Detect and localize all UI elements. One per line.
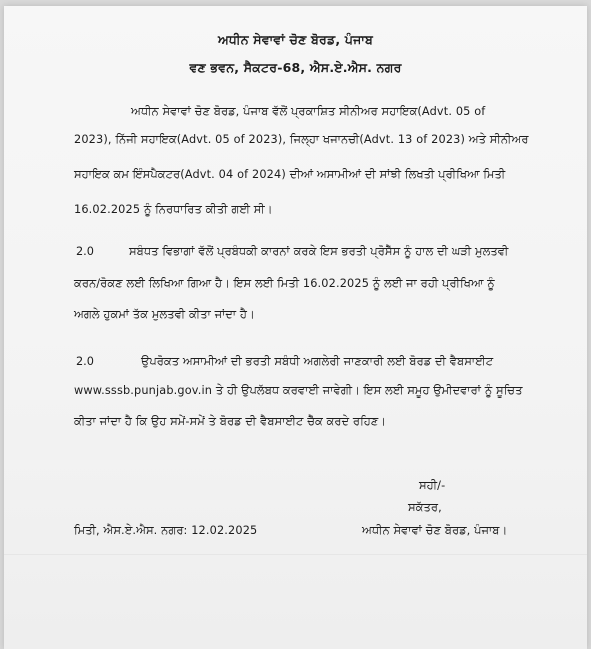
- para2-number: 2.0: [76, 245, 94, 258]
- board-title: ਅਧੀਨ ਸੇਵਾਵਾਂ ਚੋਣ ਬੋਰਡ, ਪੰਜਾਬ: [217, 32, 374, 47]
- para1-line-2: 2023), ਨਿੱਜੀ ਸਹਾਇਕ(Advt. 05 of 2023), ਜਿਲ੍ਹਾ ਖਜਾਨਚੀ(Advt. 13 of 2023) ਅਤੇ ਸੀਨੀਅਰ: [74, 133, 529, 146]
- para3-line-2: www.sssb.punjab.gov.in ਤੇ ਹੀ ਉਪਲੱਬਧ ਕਰਵਾਈ ਜਾਵੇਗੀ। ਇਸ ਲਈ ਸਮੂਹ ਉਮੀਦਵਾਰਾਂ ਨੂੰ ਸੂਚਿਤ: [74, 384, 523, 397]
- para3-line-3: ਕੀਤਾ ਜਾਂਦਾ ਹੈ ਕਿ ਉਹ ਸਮੇਂ-ਸਮੇਂ ਤੇ ਬੋਰਡ ਦੀ ਵੈਬਸਾਈਟ ਚੈੱਕ ਕਰਦੇ ਰਹਿਣ।: [74, 415, 387, 428]
- para1-line-4: 16.02.2025 ਨੂੰ ਨਿਰਧਾਰਿਤ ਕੀਤੀ ਗਈ ਸੀ।: [74, 203, 273, 216]
- para3-number: 2.0: [76, 355, 94, 368]
- para1-line-1: ਅਧੀਨ ਸੇਵਾਵਾਂ ਚੋਣ ਬੋਰਡ, ਪੰਜਾਬ ਵੱਲੋਂ ਪ੍ਰਕਾਸ਼ਿਤ ਸੀਨੀਅਰ ਸਹਾਇਕ(Advt. 05 of: [131, 105, 486, 118]
- para1-line-3: ਸਹਾਇਕ ਕਮ ਇੰਸਪੈਕਟਰ(Advt. 04 of 2024) ਦੀਆਂ ਅਸਾਮੀਆਂ ਦੀ ਸਾਂਝੀ ਲਿਖਤੀ ਪ੍ਰੀਖਿਆ ਮਿਤੀ: [74, 168, 506, 181]
- signatory-office: ਅਧੀਨ ਸੇਵਾਵਾਂ ਚੋਣ ਬੋਰਡ, ਪੰਜਾਬ।: [362, 524, 508, 537]
- page-fold: [4, 554, 587, 555]
- para3-line-1: ਉਪਰੋਕਤ ਅਸਾਮੀਆਂ ਦੀ ਭਰਤੀ ਸਬੰਧੀ ਅਗਲੇਰੀ ਜਾਣਕਾਰੀ ਲਈ ਬੋਰਡ ਦੀ ਵੈਬਸਾਈਟ: [141, 355, 494, 368]
- signed-mark: ਸਹੀ/-: [419, 479, 446, 492]
- para2-line-2: ਕਰਨ/ਰੋਕਣ ਲਈ ਲਿਖਿਆ ਗਿਆ ਹੈ। ਇਸ ਲਈ ਮਿਤੀ 16.02.2025 ਨੂੰ ਲਈ ਜਾ ਰਹੀ ਪ੍ਰੀਖਿਆ ਨੂੰ: [74, 277, 495, 290]
- signatory-designation: ਸਕੱਤਰ,: [408, 501, 442, 514]
- para2-line-3: ਅਗਲੇ ਹੁਕਮਾਂ ਤੱਕ ਮੁਲਤਵੀ ਕੀਤਾ ਜਾਂਦਾ ਹੈ।: [74, 308, 255, 321]
- board-address: ਵਣ ਭਵਨ, ਸੈਕਟਰ-68, ਐਸ.ਏ.ਐਸ. ਨਗਰ: [189, 60, 402, 75]
- issue-date-place: ਮਿਤੀ, ਐਸ.ਏ.ਐਸ. ਨਗਰ: 12.02.2025: [74, 524, 258, 537]
- document-page: [4, 6, 587, 649]
- para2-line-1: ਸਬੰਧਤ ਵਿਭਾਗਾਂ ਵੱਲੋਂ ਪ੍ਰਬੰਧਕੀ ਕਾਰਨਾਂ ਕਰਕੇ ਇਸ ਭਰਤੀ ਪ੍ਰੋਸੈੱਸ ਨੂੰ ਹਾਲ ਦੀ ਘੜੀ ਮੁਲਤਵੀ: [129, 245, 509, 258]
